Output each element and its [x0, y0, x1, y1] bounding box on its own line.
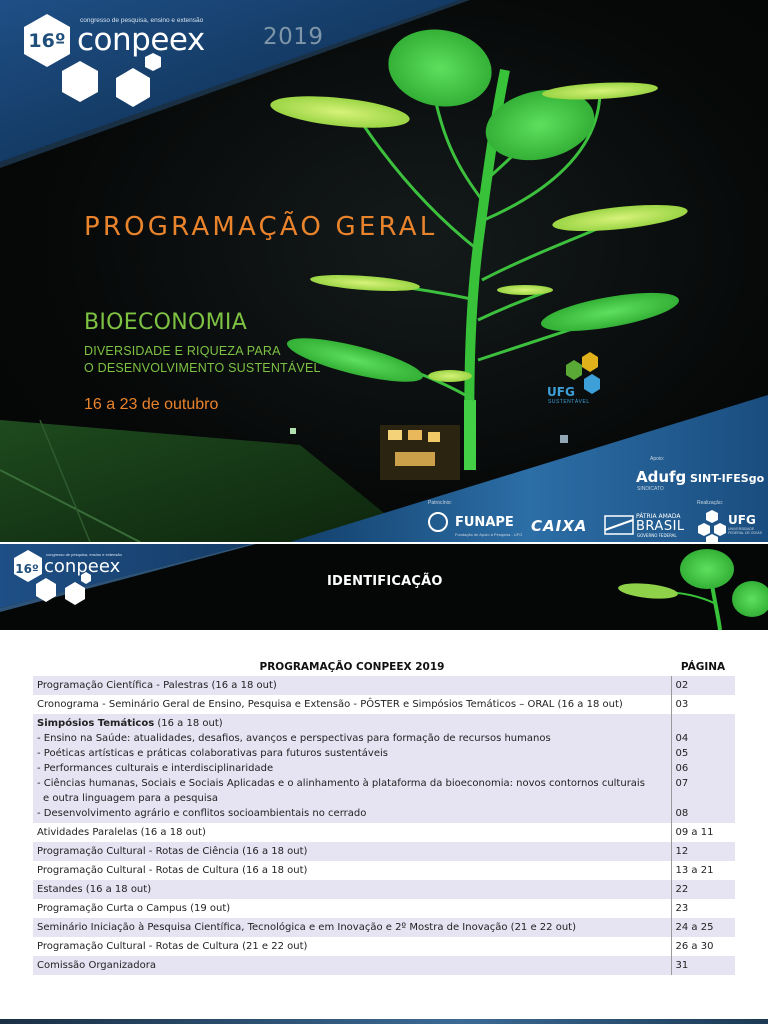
ufg-sustentavel-caption: SUSTENTÁVEL [548, 399, 590, 405]
table-header-page: PÁGINA [680, 660, 726, 673]
simposio-item: - Poéticas artísticas e práticas colaborativas para futuros sustentáveis [37, 748, 388, 759]
section-edition-number: 16º [15, 562, 39, 576]
event-dates: 16 a 23 de outubro [84, 396, 219, 413]
table-row [33, 880, 735, 899]
ufg-caption: UNIVERSIDADE FEDERAL DE GOIÁS [728, 527, 762, 535]
row-title: Programação Cultural - Rotas de Ciência (16 a 18 out) [33, 842, 671, 861]
row-title: Comissão Organizadora [33, 956, 671, 975]
table-row [33, 956, 735, 975]
simposio-page: 07 [675, 778, 689, 789]
table-row [33, 861, 735, 880]
ufg-logo: UFG [728, 513, 756, 527]
table-header-title: PROGRAMAÇÃO CONPEEX 2019 [259, 660, 445, 673]
brasil-logo: BRASIL [636, 519, 685, 534]
row-page: 23 [671, 899, 735, 918]
table-row [33, 842, 735, 861]
row-title: Programação Cultural - Rotas de Cultura (21 e 22 out) [33, 937, 671, 956]
simposio-page: 06 [675, 763, 689, 774]
ufg-sustentavel-logo: UFG [547, 385, 575, 399]
cover-title: PROGRAMAÇÃO GERAL [84, 212, 438, 242]
row-page: 12 [671, 842, 735, 861]
section-header [0, 544, 768, 630]
row-page: 22 [671, 880, 735, 899]
simposio-item-continuation: e outra linguagem para a pesquisa [43, 793, 218, 804]
brand-name: conpeex [77, 22, 205, 58]
row-title: Programação Científica - Palestras (16 a 18 out) [33, 676, 671, 695]
row-title-group [33, 714, 671, 823]
program-table [33, 657, 735, 975]
simposio-item: - Ensino na Saúde: atualidades, desafios, avanços e perspectivas para formação de recursos humanos [37, 733, 551, 744]
row-title: Programação Curta o Campus (19 out) [33, 899, 671, 918]
simposio-page: 04 [675, 733, 689, 744]
row-page: 13 a 21 [671, 861, 735, 880]
caixa-logo: CAIXA [531, 517, 588, 535]
row-title: Atividades Paralelas (16 a 18 out) [33, 823, 671, 842]
funape-logo: FUNAPE [455, 515, 514, 530]
simposio-page: 05 [675, 748, 689, 759]
patrocinio-label: Patrocínio: [428, 500, 452, 506]
realizacao-label: Realização: [697, 500, 724, 506]
row-page: 02 [671, 676, 735, 695]
edition-year: 2019 [263, 24, 324, 50]
adufg-logo: Adufg [636, 468, 687, 486]
simposio-item: - Desenvolvimento agrário e conflitos socioambientais no cerrado [37, 808, 367, 819]
row-page-group [671, 714, 735, 823]
table-row [33, 899, 735, 918]
bottom-decorative-bar [0, 1019, 768, 1024]
row-page: 09 a 11 [671, 823, 735, 842]
simposios-heading-bold: Simpósios Temáticos [37, 718, 155, 729]
brand-tagline: congresso de pesquisa, ensino e extensão [80, 17, 204, 24]
brasil-caption: GOVERNO FEDERAL [637, 533, 677, 538]
section-title: IDENTIFICAÇÃO [327, 574, 443, 589]
sint-ifesgo-logo: SINT-IFESgo [690, 472, 765, 485]
table-row [33, 937, 735, 956]
table-header-row [33, 657, 735, 676]
row-title: Estandes (16 a 18 out) [33, 880, 671, 899]
table-row [33, 918, 735, 937]
section-brand-tagline: congresso de pesquisa, ensino e extensão [46, 552, 122, 557]
row-title: Seminário Iniciação à Pesquisa Científica, Tecnológica e em Inovação e 2º Mostra de Inovação (21 e 22 out) [33, 918, 671, 937]
row-page: 03 [671, 695, 735, 714]
theme-subtitle-line-1: DIVERSIDADE E RIQUEZA PARA [84, 344, 281, 358]
edition-number: 16º [28, 30, 66, 52]
theme-title: BIOECONOMIA [84, 310, 248, 335]
row-page: 26 a 30 [671, 937, 735, 956]
adufg-caption: SINDICATO [637, 486, 664, 492]
brasil-tagline: PÁTRIA AMADA [636, 513, 681, 520]
table-row-simposios [33, 714, 735, 823]
table-row [33, 676, 735, 695]
simposios-heading-dates: (16 a 18 out) [154, 718, 223, 729]
theme-subtitle-line-2: O DESENVOLVIMENTO SUSTENTÁVEL [84, 361, 321, 375]
row-page: 31 [671, 956, 735, 975]
simposios-heading [37, 716, 667, 731]
table-row [33, 695, 735, 714]
row-title: Cronograma - Seminário Geral de Ensino, Pesquisa e Extensão - PÔSTER e Simpósios Temáticos – ORAL (16 a 18 out) [33, 695, 671, 714]
simposio-item: - Ciências humanas, Sociais e Sociais Aplicadas e o alinhamento à plataforma da bioeconomia: novos contornos culturais [37, 778, 645, 789]
simposio-page: 08 [675, 808, 689, 819]
support-label: Apoio: [650, 456, 665, 462]
row-title: Programação Cultural - Rotas de Cultura (16 a 18 out) [33, 861, 671, 880]
section-brand-name: conpeex [44, 556, 121, 577]
funape-caption: Fundação de Apoio à Pesquisa - UFG [455, 532, 523, 537]
table-row [33, 823, 735, 842]
row-page: 24 a 25 [671, 918, 735, 937]
simposio-item: - Performances culturais e interdisciplinaridade [37, 763, 274, 774]
